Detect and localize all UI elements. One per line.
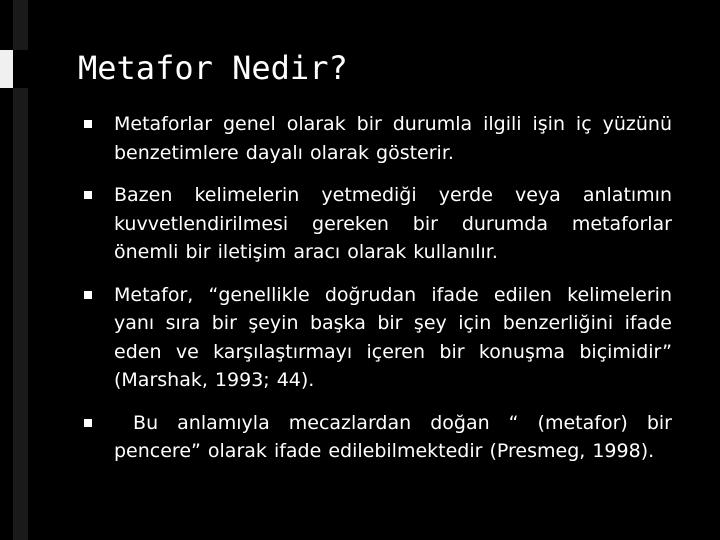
bullet-text: Bu anlamıyla mecazlardan doğan “ (metafor) bir pencere” olarak ifade edilebilmektedir (Presmeg, 1998). bbox=[114, 411, 680, 462]
title-marker-black bbox=[13, 50, 28, 88]
bullet-item bbox=[84, 110, 680, 167]
square-bullet-icon bbox=[84, 419, 92, 427]
bullet-text: Metafor, “genellikle doğrudan ifade edilen kelimelerin yanı sıra bir şeyin başka bir şey için benzerliğini ifade eden ve karşılaştırmayı içeren bir konuşma biçimidir” (Marshak, 1993; 44). bbox=[114, 283, 680, 391]
bullet-item bbox=[84, 409, 680, 466]
slide-title: Metafor Nedir? bbox=[78, 49, 348, 87]
square-bullet-icon bbox=[84, 291, 92, 299]
bullet-text: Bazen kelimelerin yetmediği yerde veya anlatımın kuvvetlendirilmesi gereken bir durumda metaforlar önemli bir iletişim aracı olarak kullanılır. bbox=[114, 184, 680, 263]
bullet-item bbox=[84, 281, 680, 395]
bullet-item bbox=[84, 181, 680, 267]
title-marker-white bbox=[0, 50, 13, 88]
bullet-text: Metaforlar genel olarak bir durumla ilgili işin iç yüzünü benzetimlere dayalı olarak gösterir. bbox=[114, 113, 680, 164]
square-bullet-icon bbox=[84, 120, 92, 128]
bullet-list bbox=[84, 110, 680, 480]
square-bullet-icon bbox=[84, 191, 92, 199]
